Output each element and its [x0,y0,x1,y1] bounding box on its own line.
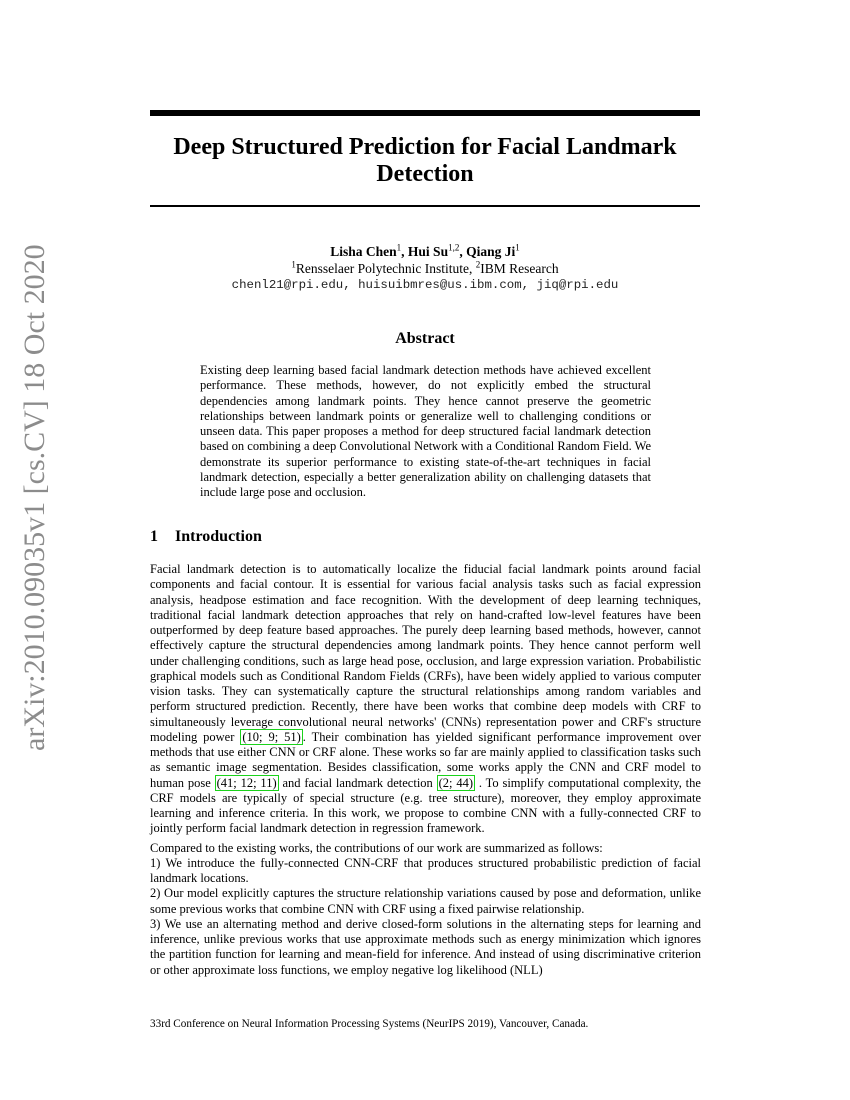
citation-ref[interactable]: 2 [442,775,450,790]
intro-paragraph [150,562,701,837]
intro-text: . To simplify computational complexity, the CRF models are typically of special structure (e.g. tree structure), moreover, they employ approximate learning and inference criteria. In this work, we propose to combine CNN with a fully-connected CRF to jointly perform facial landmark detection in regression framework. [150,775,701,836]
author-name: Hui Su [407,244,449,259]
affiliation: Rensselaer Polytechnic Institute [295,261,470,276]
section-number: 1 [150,528,158,545]
citation-ref[interactable]: 51 [284,729,297,744]
author-emails: chenl21@rpi.edu, huisuibmres@us.ibm.com, jiq@rpi.edu [231,278,619,292]
intro-text: and facial landmark detection [278,775,437,790]
citation-ref[interactable]: 41 [220,775,234,790]
citation-link[interactable]: (41; 12; 11) [216,775,277,790]
arxiv-identifier: arXiv:2010.09035v1 [cs.CV] 18 Oct 2020 [18,244,51,751]
introduction-body [150,562,701,978]
paper-title [150,134,700,188]
citation-ref[interactable]: 44 [456,775,469,790]
citation-link[interactable]: (2; 44) [438,775,474,790]
contribution-item: 3) We use an alternating method and derive closed-form solutions in the alternating steps for learning and inference, unlike previous works that use approximate methods such as energy minimization which ignores the partition function for learning and mean-field for inference. And instead of using discriminative criterion or other approximate loss functions, we employ negative log likelihood (NLL) [150,916,701,977]
author-affil-mark: 1 [396,242,402,253]
section-title: Introduction [175,528,262,545]
author-affil-mark: 1,2 [448,242,460,253]
citation-ref[interactable]: 9 [268,729,275,744]
affil-mark: 1 [291,259,296,270]
contributions-intro: Compared to the existing works, the contributions of our work are summarized as follows: [150,840,603,855]
affiliation-list: $^1$Rensselaer Polytechnic Institute, $^2$IBM Research [291,259,559,276]
contribution-item: 2) Our model explicitly captures the structure relationship variations caused by pose and deformation, unlike some previous works that combine CNN with CRF using a fixed pairwise relationship. [150,886,701,916]
contributions-paragraph [150,841,701,978]
author-name: Qiang Ji [466,244,516,259]
abstract-text: Existing deep learning based facial landmark detection methods have achieved excellent performance. These methods, however, do not explicitly embed the structural dependencies among landmark points. They hence cannot preserve the geometric relationships between landmark points or generalize well to challenging conditions or unseen data. This paper proposes a method for deep structured facial landmark detection based on combining a deep Convolutional Network with a Conditional Random Field. We demonstrate its superior performance to existing state-of-the-art techniques in facial landmark detection, especially a better generalization ability on challenging datasets that include large pose and occlusion. [200,363,651,500]
citation-ref[interactable]: 12 [240,775,254,790]
contribution-item: 1) We introduce the fully-connected CNN-CRF that produces structured probabilistic prediction of facial landmark locations. [150,855,701,885]
author-name: Lisha Chen [330,244,397,259]
citation-ref[interactable]: 10 [246,729,260,744]
title-line-1: Deep Structured Prediction for Facial Landmark [173,134,677,160]
section-heading [150,527,700,547]
title-rule-top [150,110,700,116]
title-line-2: Detection [376,161,474,187]
citation-ref[interactable]: 11 [260,775,273,790]
affiliation: IBM Research [480,261,559,276]
affil-mark: 2 [475,259,481,270]
title-rule-bottom [150,205,700,207]
author-list: Lisha Chen$^1$, Hui Su$^{1,2}$, Qiang Ji$^1$ [330,242,520,259]
citation-link[interactable]: (10; 9; 51) [242,729,301,744]
conference-footnote: 33rd Conference on Neural Information Processing Systems (NeurIPS 2019), Vancouver, Canada. [150,1018,589,1030]
abstract-heading: Abstract [395,330,455,347]
intro-text: . Their combination has yielded significant performance improvement over methods that use either CNN or CRF alone. These works so far are mainly applied to classification tasks such as semantic image segmentation. Besides classification, some works apply the CNN and CRF model to human pose [150,729,701,790]
author-affil-mark: 1 [515,242,520,253]
intro-text: Facial landmark detection is to automatically localize the fiducial facial landmark points around facial components and facial contour. It is essential for various facial analysis tasks such as facial expression analysis, headpose estimation and face recognition. With the development of deep learning techniques, traditional facial landmark detection approaches that rely on hand-crafted low-level features have been outperformed by deep feature based approaches. The purely deep learning based methods, however, cannot effectively capture the structural dependencies among landmark points. They hence cannot perform well under challenging conditions, such as large head pose, occlusion, and large expression variation. Probabilistic graphical models such as Conditional Random Fields (CRFs), have been widely applied to various computer vision tasks. They can systematically capture the structural relationships among random variables and perform structured prediction. Recently, there have been works that combine deep models with CRF to simultaneously leverage convolutional neural networks' (CNNs) representation power and CRF's structure modeling power [150,562,701,744]
